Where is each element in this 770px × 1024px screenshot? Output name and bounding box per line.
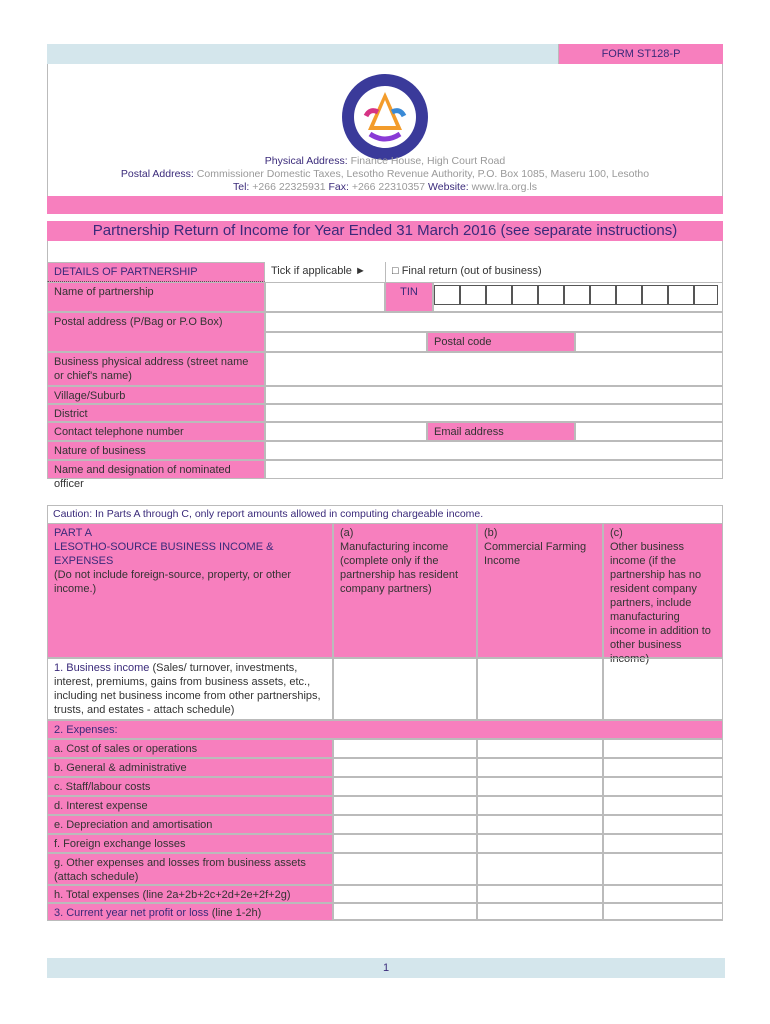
tin-digit-9[interactable] [642,285,668,305]
expense-row-b-c[interactable] [603,758,723,777]
expense-row-c-c[interactable] [603,777,723,796]
expense-row-d-a[interactable] [333,796,477,815]
expense-row-g-b[interactable] [477,853,603,885]
expenses-heading: 2. Expenses: [47,720,723,739]
details-heading: DETAILS OF PARTNERSHIP [47,262,265,282]
page-title: Partnership Return of Income for Year Ended 31 March 2016 (see separate instructions) [47,221,723,241]
business-income-a-field[interactable] [333,658,477,720]
postal-code-field[interactable] [575,332,723,352]
village-label: Village/Suburb [47,386,265,404]
business-income-label: 1. Business income (Sales/ turnover, investments, interest, premiums, gains from business assets, etc., including net business income from other partnerships, trusts, and estates - attach schedule) [47,658,333,720]
column-a-letter: (a) [340,527,354,539]
expense-row-b-label: b. General & administrative [47,758,333,777]
district-label: District [47,404,265,422]
business-income-b-field[interactable] [477,658,603,720]
nature-of-business-field[interactable] [265,441,723,460]
form-code: FORM ST128-P [558,44,723,64]
expense-row-f-c[interactable] [603,834,723,853]
tin-digit-4[interactable] [512,285,538,305]
business-income-c-field[interactable] [603,658,723,720]
column-b-letter: (b) [484,527,498,539]
expense-row-a-c[interactable] [603,739,723,758]
phone-label: Contact telephone number [47,422,265,441]
expense-row-e-label: e. Depreciation and amortisation [47,815,333,834]
email-field[interactable] [575,422,723,441]
column-c-header [603,523,723,665]
tin-digit-11[interactable] [694,285,718,305]
expense-row-g-a[interactable] [333,853,477,885]
partnership-name-field[interactable] [265,282,385,312]
phone-field[interactable] [265,422,427,441]
expense-row-c-b[interactable] [477,777,603,796]
district-field[interactable] [265,404,723,422]
expense-row-d-b[interactable] [477,796,603,815]
expense-row-f-b[interactable] [477,834,603,853]
tin-digit-3[interactable] [486,285,512,305]
column-c-letter: (c) [610,527,623,539]
expense-row-f-a[interactable] [333,834,477,853]
page-number: 1 [47,958,725,978]
nature-of-business-label: Nature of business [47,441,265,460]
expense-row-c-a[interactable] [333,777,477,796]
final-return-checkbox[interactable]: □ Final return (out of business) [385,262,723,282]
email-label: Email address [427,422,575,441]
business-physical-address-field[interactable] [265,352,723,386]
lra-logo [340,72,430,162]
contact-line: Tel: +266 22325931 Fax: +266 22310357 Website: www.lra.org.ls [233,181,537,193]
expense-row-h-label: h. Total expenses (line 2a+2b+2c+2d+2e+2f+2g) [47,885,333,903]
tin-digit-1[interactable] [434,285,460,305]
nominated-officer-field[interactable] [265,460,723,479]
expense-row-c-label: c. Staff/labour costs [47,777,333,796]
business-physical-address-label: Business physical address (street name or chief's name) [47,352,265,386]
expense-row-g-label: g. Other expenses and losses from business assets (attach schedule) [47,853,333,885]
caution-text: Caution: In Parts A through C, only report amounts allowed in computing chargeable income. [53,508,484,520]
tick-label: Tick if applicable ► [271,265,366,277]
expense-row-a-b[interactable] [477,739,603,758]
column-a-text: Manufacturing income (complete only if the partnership has resident company partners) [340,541,459,595]
expense-row-f-label: f. Foreign exchange losses [47,834,333,853]
net-profit-c[interactable] [603,903,723,921]
nominated-officer-label: Name and designation of nominated officer [47,460,265,479]
header-pink-bar [47,196,723,214]
expense-row-a-label: a. Cost of sales or operations [47,739,333,758]
expense-row-e-c[interactable] [603,815,723,834]
column-c-text: Other business income (if the partnership has no resident company partners, include manufacturing income in addition to other business income) [610,541,711,665]
postal-address-label: Postal address (P/Bag or P.O Box) [47,312,265,352]
physical-address-line: Physical Address: Finance House, High Court Road [264,155,506,167]
expense-row-g-c[interactable] [603,853,723,885]
column-b-text: Commercial Farming Income [484,541,587,567]
postal-code-label: Postal code [427,332,575,352]
expense-row-b-a[interactable] [333,758,477,777]
column-b-header [477,523,603,658]
net-profit-label: 3. Current year net profit or loss (line 1-2h) [47,903,333,921]
expense-row-a-a[interactable] [333,739,477,758]
expense-row-b-b[interactable] [477,758,603,777]
tin-digit-8[interactable] [616,285,642,305]
tin-digit-10[interactable] [668,285,694,305]
tin-digit-2[interactable] [460,285,486,305]
postal-address-line: Postal Address: Commissioner Domestic Taxes, Lesotho Revenue Authority, P.O. Box 1085, Maseru 100, Lesotho [120,168,650,180]
tin-label: TIN [385,282,433,312]
expense-row-h-b[interactable] [477,885,603,903]
tin-digit-7[interactable] [590,285,616,305]
expense-row-d-label: d. Interest expense [47,796,333,815]
expense-row-e-b[interactable] [477,815,603,834]
part-a-title: LESOTHO-SOURCE BUSINESS INCOME & EXPENSES [54,541,274,567]
part-a-note: (Do not include foreign-source, property, or other income.) [54,569,292,595]
village-field[interactable] [265,386,723,404]
expense-row-d-c[interactable] [603,796,723,815]
net-profit-a[interactable] [333,903,477,921]
tin-digit-5[interactable] [538,285,564,305]
expense-row-h-a[interactable] [333,885,477,903]
expense-row-h-c[interactable] [603,885,723,903]
column-a-header [333,523,477,658]
tin-digit-6[interactable] [564,285,590,305]
part-a-label: PART A [54,527,92,539]
part-a-header [47,523,333,658]
partnership-name-label: Name of partnership [47,282,265,312]
expense-row-e-a[interactable] [333,815,477,834]
postal-address-field[interactable] [265,312,723,332]
postal-address-field-2[interactable] [265,332,427,352]
net-profit-b[interactable] [477,903,603,921]
